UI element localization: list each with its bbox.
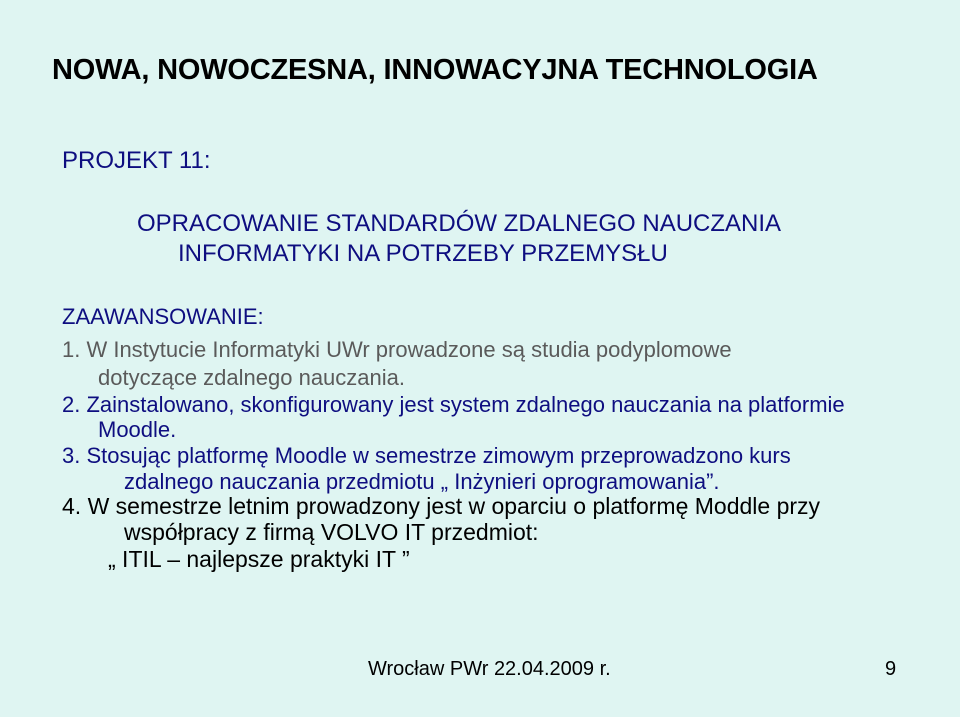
item-2-line2: Moodle. xyxy=(98,417,177,442)
item-1-line1: 1. W Instytucie Informatyki UWr prowadzone są studia podyplomowe xyxy=(62,337,732,362)
item-4-line1: 4. W semestrze letnim prowadzony jest w oparciu o platformę Moddle przy xyxy=(62,493,821,519)
item-4-line2: współpracy z firmą VOLVO IT przedmiot: xyxy=(124,519,539,545)
item-3-line2: zdalnego nauczania przedmiotu „ Inżynieri oprogramowania”. xyxy=(124,469,720,494)
project-label: PROJEKT 11: xyxy=(62,147,211,174)
item-4-line3: „ ITIL – najlepsze praktyki IT ” xyxy=(108,546,410,572)
item-3-line1: 3. Stosując platformę Moodle w semestrze zimowym przeprowadzono kurs xyxy=(62,443,791,468)
footer-text: Wrocław PWr 22.04.2009 r. xyxy=(368,658,611,680)
page-number: 9 xyxy=(885,658,897,680)
project-name-line1: OPRACOWANIE STANDARDÓW ZDALNEGO NAUCZANIA xyxy=(137,210,782,237)
item-1-line2: dotyczące zdalnego nauczania. xyxy=(98,365,405,390)
item-2-line1: 2. Zainstalowano, skonfigurowany jest system zdalnego nauczania na platformie xyxy=(62,392,845,417)
slide-title: NOWA, NOWOCZESNA, INNOWACYJNA TECHNOLOGIA xyxy=(52,54,818,86)
advancement-heading: ZAAWANSOWANIE: xyxy=(62,304,264,329)
project-name-line2: INFORMATYKI NA POTRZEBY PRZEMYSŁU xyxy=(178,240,668,267)
